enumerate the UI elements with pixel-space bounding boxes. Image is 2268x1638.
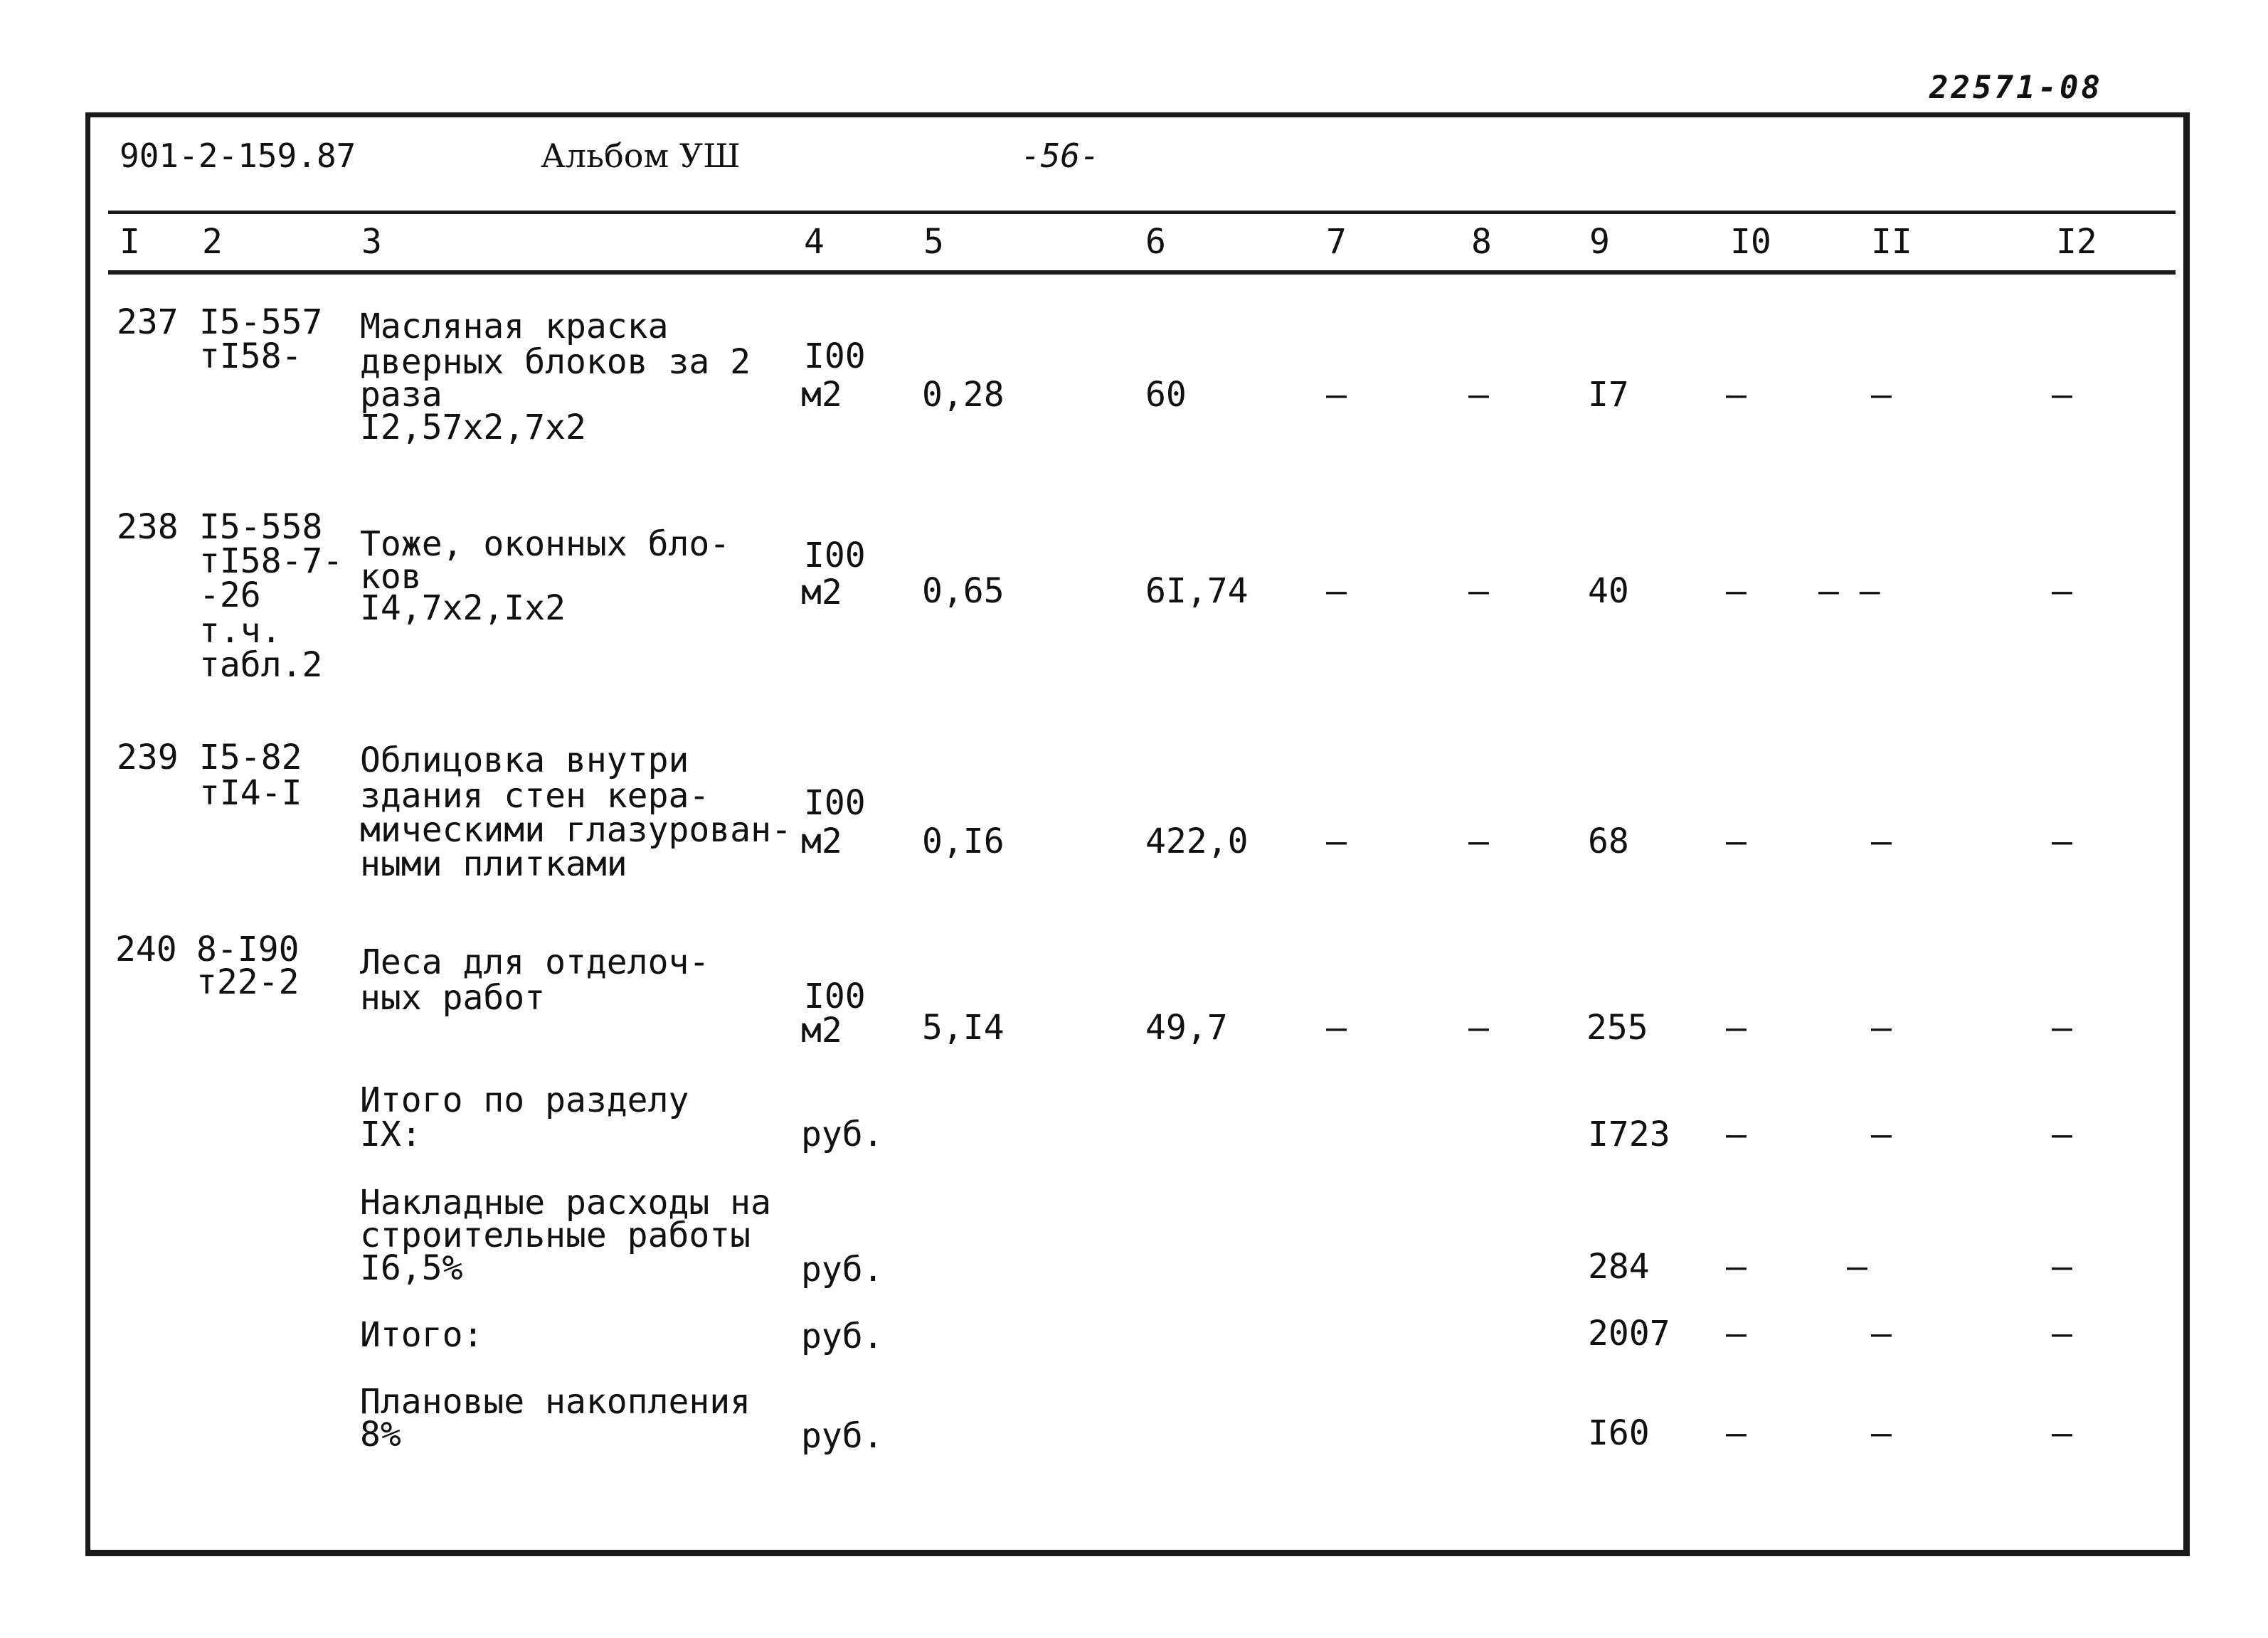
column-10-value: –	[1726, 1314, 1747, 1354]
total-label-line: IX:	[360, 1115, 422, 1154]
column-header-12: I2	[2056, 222, 2097, 262]
work-description-line: ных работ	[360, 978, 546, 1018]
rate-code-line: т22-2	[196, 962, 300, 1002]
work-description-line: ными плитками	[360, 844, 627, 884]
column-11-value: –	[1871, 1115, 1892, 1154]
column-header-rule	[108, 270, 2176, 275]
work-description-line: Леса для отделоч-	[360, 942, 710, 982]
album-title: Альбом УШ	[541, 137, 741, 175]
column-10-value: –	[1726, 1115, 1747, 1154]
column-11-value: –	[1871, 1314, 1892, 1354]
page-number: -56-	[1021, 137, 1100, 175]
total-cost-value: 40	[1588, 571, 1629, 611]
column-12-value: –	[2052, 571, 2072, 611]
total-cost-value: 68	[1588, 821, 1629, 861]
quantity-value: 5,I4	[922, 1008, 1005, 1048]
column-header-9: 9	[1589, 222, 1610, 262]
work-description-line: Облицовка внутри	[360, 740, 689, 780]
unit-line: I00	[804, 536, 866, 575]
rate-code-line: I5-82	[199, 738, 302, 777]
column-header-8: 8	[1471, 222, 1492, 262]
work-description-line: мическими глазурован-	[360, 810, 792, 850]
row-number: 240	[115, 930, 177, 969]
unit-line: I00	[804, 783, 866, 823]
row-number: 237	[117, 302, 179, 342]
rate-code-line: тI58-7-	[199, 541, 344, 581]
total-label-line: I6,5%	[360, 1248, 463, 1288]
row-number: 239	[117, 738, 179, 777]
unit-line: м2	[801, 821, 842, 861]
total-label-line: 8%	[360, 1415, 401, 1454]
column-11-value: –	[1871, 821, 1892, 861]
total-unit: руб.	[801, 1416, 884, 1456]
column-8-value: –	[1468, 1008, 1489, 1048]
work-description-line: ков	[360, 557, 422, 597]
document-stamp-number: 22571-08	[1929, 70, 2103, 106]
total-cost-value: 284	[1588, 1247, 1650, 1287]
unit-price-value: 6I,74	[1145, 571, 1249, 611]
work-description-line: I2,57x2,7x2	[360, 408, 586, 447]
column-11-value: –	[1847, 1247, 1867, 1287]
column-10-value: –	[1726, 375, 1747, 415]
unit-price-value: 49,7	[1145, 1008, 1228, 1048]
column-12-value: –	[2052, 1115, 2072, 1154]
total-label-line: строительные работы	[360, 1216, 751, 1255]
column-7-value: –	[1326, 571, 1347, 611]
column-8-value: –	[1468, 375, 1489, 415]
header-rule	[108, 211, 2176, 214]
total-cost-value: 255	[1586, 1008, 1648, 1048]
column-10-value: –	[1726, 821, 1747, 861]
column-11-value: –	[1871, 375, 1892, 415]
quantity-value: 0,28	[922, 375, 1005, 415]
column-10-value: –	[1726, 1413, 1747, 1453]
total-cost-value: I7	[1588, 375, 1629, 415]
quantity-value: 0,I6	[922, 821, 1005, 861]
column-header-11: II	[1871, 222, 1912, 262]
column-11-value: –	[1871, 1413, 1892, 1453]
rate-code-line: -26	[199, 575, 261, 615]
work-description-line: I4,7x2,Ix2	[360, 588, 566, 628]
column-12-value: –	[2052, 1413, 2072, 1453]
column-11-value: – –	[1818, 571, 1880, 611]
total-label-line: Итого:	[360, 1315, 484, 1355]
column-12-value: –	[2052, 1314, 2072, 1354]
unit-price-value: 422,0	[1145, 821, 1249, 861]
unit-line: I00	[804, 336, 866, 376]
column-header-1: I	[120, 222, 140, 262]
unit-line: м2	[801, 1011, 842, 1051]
work-description-line: Масляная краска	[360, 307, 669, 346]
quantity-value: 0,65	[922, 571, 1005, 611]
column-12-value: –	[2052, 1008, 2072, 1048]
column-8-value: –	[1468, 571, 1489, 611]
column-7-value: –	[1326, 375, 1347, 415]
row-number: 238	[117, 507, 179, 547]
total-label-line: Плановые накопления	[360, 1382, 751, 1422]
unit-price-value: 60	[1145, 375, 1187, 415]
rate-code-line: тI58-	[199, 336, 302, 376]
unit-line: I00	[804, 977, 866, 1016]
column-10-value: –	[1726, 1247, 1747, 1287]
column-header-10: I0	[1730, 222, 1771, 262]
rate-code-line: табл.2	[199, 645, 323, 685]
work-description-line: здания стен кера-	[360, 776, 710, 816]
column-header-5: 5	[923, 222, 944, 262]
total-unit: руб.	[801, 1250, 884, 1289]
work-description-line: Тоже, оконных бло-	[360, 524, 731, 564]
column-8-value: –	[1468, 821, 1489, 861]
rate-code-line: тI4-I	[199, 773, 302, 813]
total-unit: руб.	[801, 1115, 884, 1154]
column-header-7: 7	[1326, 222, 1347, 262]
total-cost-value: 2007	[1588, 1314, 1670, 1354]
rate-code-line: I5-557	[199, 302, 323, 342]
column-11-value: –	[1871, 1008, 1892, 1048]
rate-code-line: т.ч.	[199, 611, 282, 651]
column-header-6: 6	[1145, 222, 1166, 262]
column-7-value: –	[1326, 1008, 1347, 1048]
column-12-value: –	[2052, 1247, 2072, 1287]
column-header-4: 4	[804, 222, 825, 262]
total-unit: руб.	[801, 1317, 884, 1356]
rate-code-line: 8-I90	[196, 930, 300, 969]
column-10-value: –	[1726, 571, 1747, 611]
column-10-value: –	[1726, 1008, 1747, 1048]
total-label-line: Накладные расходы на	[360, 1183, 771, 1223]
document-code: 901-2-159.87	[120, 137, 356, 175]
column-12-value: –	[2052, 821, 2072, 861]
column-12-value: –	[2052, 375, 2072, 415]
total-cost-value: I723	[1588, 1115, 1670, 1154]
work-description-line: дверных блоков за 2	[360, 342, 751, 382]
unit-line: м2	[801, 375, 842, 415]
work-description-line: раза	[360, 375, 443, 415]
column-7-value: –	[1326, 821, 1347, 861]
unit-line: м2	[801, 573, 842, 612]
total-cost-value: I60	[1588, 1413, 1650, 1453]
rate-code-line: I5-558	[199, 507, 323, 547]
column-header-2: 2	[202, 222, 223, 262]
column-header-3: 3	[361, 222, 382, 262]
total-label-line: Итого по разделу	[360, 1080, 689, 1120]
